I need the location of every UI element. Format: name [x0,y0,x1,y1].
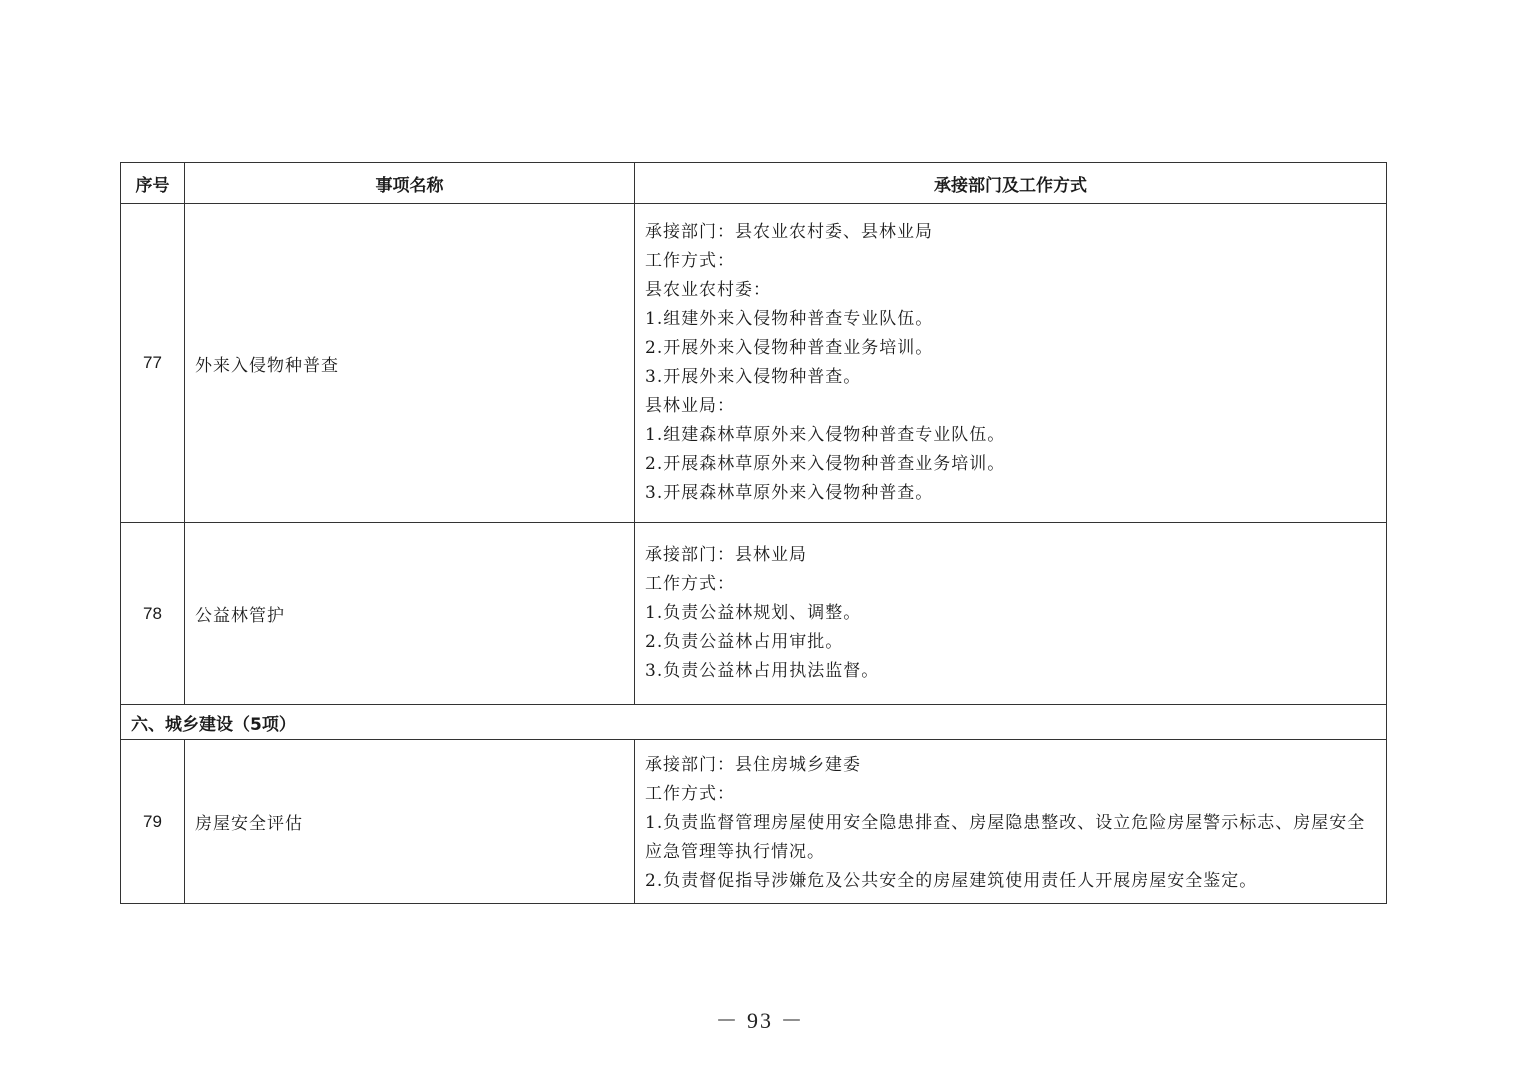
section-row [121,705,1387,740]
section-title: 六、城乡建设（5项） [121,705,1387,740]
item-detail [635,740,1387,904]
header-num: 序号 [121,163,185,204]
detail-line: 1.负责公益林规划、调整。 [645,603,862,623]
table-row [121,523,1387,705]
detail-line: 工作方式： [645,784,735,804]
item-name: 外来入侵物种普查 [185,204,635,523]
detail-line: 2.负责督促指导涉嫌危及公共安全的房屋建筑使用责任人开展房屋安全鉴定。 [645,871,1258,891]
detail-line: 3.开展外来入侵物种普查。 [645,367,862,387]
header-row [121,163,1387,204]
table-row [121,204,1387,523]
items-table [120,162,1387,904]
row-number: 79 [121,740,185,904]
table-row [121,740,1387,904]
detail-line: 1.组建森林草原外来入侵物种普查专业队伍。 [645,425,1006,445]
item-name: 公益林管护 [185,523,635,705]
header-detail: 承接部门及工作方式 [635,163,1387,204]
header-name: 事项名称 [185,163,635,204]
detail-line: 3.负责公益林占用执法监督。 [645,661,880,681]
detail-line: 2.开展森林草原外来入侵物种普查业务培训。 [645,454,1006,474]
detail-line: 县农业农村委： [645,280,771,300]
detail-line: 1.负责监督管理房屋使用安全隐患排查、房屋隐患整改、设立危险房屋警示标志、房屋安全应急管理等执行情况。 [645,813,1366,862]
item-detail [635,523,1387,705]
row-number: 78 [121,523,185,705]
item-name: 房屋安全评估 [185,740,635,904]
item-detail [635,204,1387,523]
row-number: 77 [121,204,185,523]
detail-line: 2.开展外来入侵物种普查业务培训。 [645,338,934,358]
page-number: － 93 － [715,1008,805,1033]
detail-line: 2.负责公益林占用审批。 [645,632,844,652]
detail-line: 1.组建外来入侵物种普查专业队伍。 [645,309,934,329]
detail-line: 县林业局： [645,396,735,416]
detail-line: 承接部门：县林业局 [645,545,807,565]
detail-line: 承接部门：县农业农村委、县林业局 [645,222,933,242]
detail-line: 3.开展森林草原外来入侵物种普查。 [645,483,934,503]
detail-line: 工作方式： [645,251,735,271]
detail-line: 承接部门：县住房城乡建委 [645,755,861,775]
detail-line: 工作方式： [645,574,735,594]
